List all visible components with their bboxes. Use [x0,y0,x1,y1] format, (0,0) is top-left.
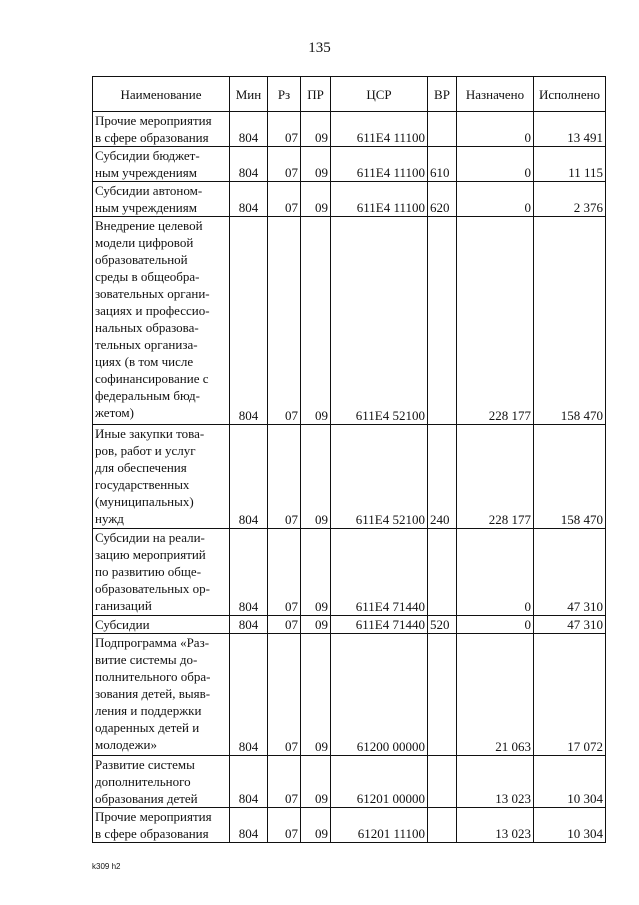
cell-pr: 09 [301,616,331,634]
cell-executed: 2 376 [534,182,606,217]
header-assigned: Назначено [457,77,534,112]
cell-assigned: 0 [457,182,534,217]
header-csr: ЦСР [331,77,428,112]
cell-pr: 09 [301,147,331,182]
table-row [93,147,606,182]
cell-csr: 611Е4 71440 [331,616,428,634]
table-body [93,112,606,843]
cell-csr: 611Е4 52100 [331,425,428,529]
cell-rz: 07 [268,808,301,843]
cell-assigned: 0 [457,112,534,147]
cell-assigned: 0 [457,616,534,634]
table-row [93,529,606,616]
cell-pr: 09 [301,529,331,616]
cell-vr: 610 [428,147,457,182]
table-row [93,425,606,529]
header-rz: Рз [268,77,301,112]
cell-pr: 09 [301,808,331,843]
cell-vr: 240 [428,425,457,529]
cell-vr: 620 [428,182,457,217]
table-row [93,616,606,634]
cell-assigned: 13 023 [457,808,534,843]
cell-executed: 13 491 [534,112,606,147]
cell-name: Прочие мероприятия в сфере образования [93,112,230,147]
cell-rz: 07 [268,616,301,634]
cell-csr: 61201 11100 [331,808,428,843]
cell-csr: 611Е4 52100 [331,217,428,425]
cell-executed: 11 115 [534,147,606,182]
table-row [93,217,606,425]
cell-pr: 09 [301,217,331,425]
cell-rz: 07 [268,112,301,147]
budget-table [92,76,606,843]
header-executed: Исполнено [534,77,606,112]
cell-csr: 611Е4 11100 [331,182,428,217]
cell-min: 804 [230,756,268,808]
cell-csr: 611Е4 71440 [331,529,428,616]
table-row [93,112,606,147]
cell-vr [428,634,457,756]
cell-vr [428,529,457,616]
cell-assigned: 21 063 [457,634,534,756]
cell-min: 804 [230,182,268,217]
cell-assigned: 0 [457,147,534,182]
cell-name: Иные закупки това- ров, работ и услуг для обеспечения государственных (муниципальных) нужд [93,425,230,529]
cell-min: 804 [230,808,268,843]
cell-min: 804 [230,616,268,634]
cell-min: 804 [230,425,268,529]
table-row [93,634,606,756]
cell-name: Субсидии на реали- зацию мероприятий по развитию обще- образовательных ор- ганизаций [93,529,230,616]
cell-csr: 61200 00000 [331,634,428,756]
cell-rz: 07 [268,182,301,217]
cell-min: 804 [230,217,268,425]
cell-name: Внедрение целевой модели цифровой образовательной среды в общеобра- зовательных органи- зациях и профессио- нальных образова- тельных организа- циях (в том числе софинансирование с федеральным бюд- жетом) [93,217,230,425]
header-min: Мин [230,77,268,112]
cell-rz: 07 [268,217,301,425]
cell-executed: 47 310 [534,529,606,616]
cell-name: Субсидии автоном- ным учреждениям [93,182,230,217]
cell-rz: 07 [268,756,301,808]
cell-name: Подпрограмма «Раз- витие системы до- полнительного обра- зования детей, выяв- ления и поддержки одаренных детей и молодежи» [93,634,230,756]
cell-assigned: 13 023 [457,756,534,808]
cell-assigned: 228 177 [457,217,534,425]
cell-vr [428,217,457,425]
cell-pr: 09 [301,425,331,529]
cell-min: 804 [230,147,268,182]
cell-csr: 611Е4 11100 [331,112,428,147]
cell-vr [428,112,457,147]
cell-vr: 520 [428,616,457,634]
table-row [93,182,606,217]
cell-name: Прочие мероприятия в сфере образования [93,808,230,843]
cell-rz: 07 [268,529,301,616]
cell-assigned: 228 177 [457,425,534,529]
cell-min: 804 [230,634,268,756]
cell-rz: 07 [268,147,301,182]
cell-csr: 611Е4 11100 [331,147,428,182]
cell-rz: 07 [268,425,301,529]
cell-executed: 158 470 [534,217,606,425]
cell-executed: 47 310 [534,616,606,634]
table-row [93,808,606,843]
cell-name: Субсидии бюджет- ным учреждениям [93,147,230,182]
cell-pr: 09 [301,756,331,808]
table-header-row [93,77,606,112]
cell-min: 804 [230,529,268,616]
cell-min: 804 [230,112,268,147]
footer-code: k309 h2 [92,862,121,871]
table-row [93,756,606,808]
cell-executed: 10 304 [534,756,606,808]
cell-vr [428,756,457,808]
header-vr: ВР [428,77,457,112]
cell-name: Развитие системы дополнительного образования детей [93,756,230,808]
cell-rz: 07 [268,634,301,756]
cell-pr: 09 [301,182,331,217]
header-pr: ПР [301,77,331,112]
cell-vr [428,808,457,843]
cell-assigned: 0 [457,529,534,616]
cell-executed: 17 072 [534,634,606,756]
page-number: 135 [308,40,331,56]
header-name: Наименование [93,77,230,112]
cell-pr: 09 [301,634,331,756]
cell-csr: 61201 00000 [331,756,428,808]
cell-executed: 10 304 [534,808,606,843]
cell-executed: 158 470 [534,425,606,529]
cell-pr: 09 [301,112,331,147]
cell-name: Субсидии [93,616,230,634]
